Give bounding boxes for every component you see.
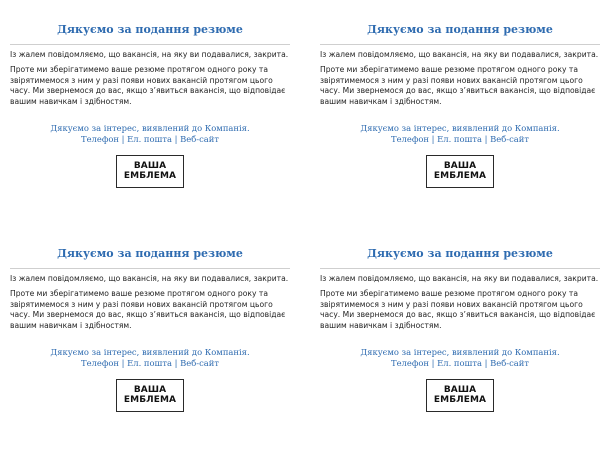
rejection-card	[320, 22, 600, 222]
logo-placeholder	[116, 379, 184, 412]
logo-line-1: ВАША	[443, 161, 477, 172]
rejection-card	[10, 22, 290, 222]
closed-vacancy-paragraph: Із жалем повідомляємо, що вакансія, на яку ви подавалися, закрита.	[320, 274, 599, 283]
divider	[10, 268, 290, 269]
card-title: Дякуємо за подання резюме	[57, 247, 243, 260]
logo-line-2: ЕМБЛЕМА	[433, 395, 487, 406]
contact-line: Телефон | Ел. пошта | Веб-сайт	[391, 357, 529, 368]
rejection-card	[320, 246, 600, 446]
thanks-line: Дякуємо за інтерес, виявлений до Компанія.	[360, 122, 560, 133]
divider	[320, 268, 600, 269]
divider	[320, 44, 600, 45]
resume-kept-paragraph: Проте ми зберігатимемо ваше резюме протягом одного року та звірятимемося з ним у разі появи нових вакансій протягом цього часу. Ми звернемося до вас, якщо з’явиться вакансія, що відповідає вашим навичкам і здібностям.	[10, 288, 286, 331]
rejection-card	[10, 246, 290, 446]
logo-line-2: ЕМБЛЕМА	[123, 395, 177, 406]
thanks-line: Дякуємо за інтерес, виявлений до Компанія.	[50, 346, 250, 357]
card-title: Дякуємо за подання резюме	[367, 23, 553, 36]
logo-line-1: ВАША	[443, 385, 477, 396]
divider	[10, 44, 290, 45]
logo-line-1: ВАША	[133, 385, 167, 396]
logo-placeholder	[426, 379, 494, 412]
thanks-line: Дякуємо за інтерес, виявлений до Компанія.	[360, 346, 560, 357]
logo-line-1: ВАША	[133, 161, 167, 172]
contact-line: Телефон | Ел. пошта | Веб-сайт	[391, 133, 529, 144]
closed-vacancy-paragraph: Із жалем повідомляємо, що вакансія, на яку ви подавалися, закрита.	[320, 50, 599, 59]
thanks-line: Дякуємо за інтерес, виявлений до Компанія.	[50, 122, 250, 133]
logo-line-2: ЕМБЛЕМА	[433, 171, 487, 182]
contact-line: Телефон | Ел. пошта | Веб-сайт	[81, 133, 219, 144]
resume-kept-paragraph: Проте ми зберігатимемо ваше резюме протягом одного року та звірятимемося з ним у разі появи нових вакансій протягом цього часу. Ми звернемося до вас, якщо з’явиться вакансія, що відповідає вашим навичкам і здібностям.	[10, 64, 286, 107]
logo-line-2: ЕМБЛЕМА	[123, 171, 177, 182]
closed-vacancy-paragraph: Із жалем повідомляємо, що вакансія, на яку ви подавалися, закрита.	[10, 50, 289, 59]
closed-vacancy-paragraph: Із жалем повідомляємо, що вакансія, на яку ви подавалися, закрита.	[10, 274, 289, 283]
contact-line: Телефон | Ел. пошта | Веб-сайт	[81, 357, 219, 368]
resume-kept-paragraph: Проте ми зберігатимемо ваше резюме протягом одного року та звірятимемося з ним у разі появи нових вакансій протягом цього часу. Ми звернемося до вас, якщо з’явиться вакансія, що відповідає вашим навичкам і здібностям.	[320, 288, 596, 331]
card-title: Дякуємо за подання резюме	[57, 23, 243, 36]
logo-placeholder	[426, 155, 494, 188]
logo-placeholder	[116, 155, 184, 188]
resume-kept-paragraph: Проте ми зберігатимемо ваше резюме протягом одного року та звірятимемося з ним у разі появи нових вакансій протягом цього часу. Ми звернемося до вас, якщо з’явиться вакансія, що відповідає вашим навичкам і здібностям.	[320, 64, 596, 107]
card-title: Дякуємо за подання резюме	[367, 247, 553, 260]
